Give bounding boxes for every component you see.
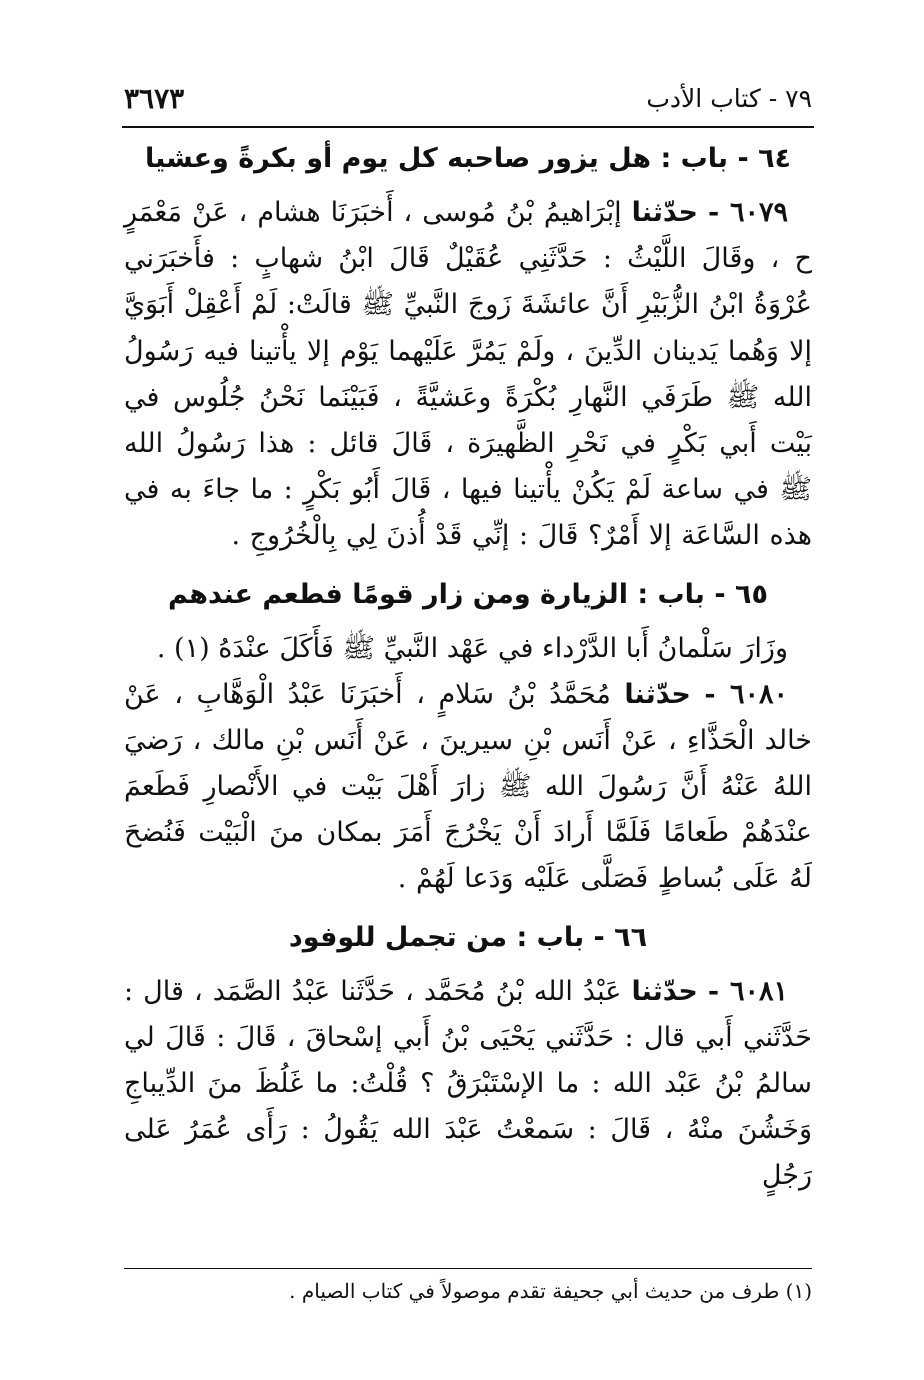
hadith-opening: حدّثنا <box>631 197 698 228</box>
hadith-6080 <box>124 672 812 903</box>
chapter-title: ٧٩ - كتاب الأدب <box>646 84 812 113</box>
page-number: ٣٦٧٣ <box>124 82 185 115</box>
page-body <box>124 134 812 1200</box>
hadith-number: ٦٠٨٠ - <box>704 678 788 710</box>
section-heading-66: ٦٦ - باب : من تجمل للوفود <box>288 921 648 953</box>
hadith-text: إبْرَاهيمُ بْنُ مُوسى ، أَخبَرَنَا هشام ، عَنْ مَعْمَرٍ ح ، وقَالَ اللَّيْثُ : حَدَّثَنِي عُقَيْلٌ قَالَ ابْنُ شهابٍ : فأَخبَرَني عُرْوَةُ ابْنُ الزُّبَيْرِ أَنَّ عائشَةَ زَوجَ النَّبيِّ ﷺ قالَتْ: لَمْ أَعْقِلْ أَبَوَيَّ إلا وَهُما يَدينان الدِّينَ ، ولَمْ يَمُرَّ عَلَيْهما يَوْم إلا يأْتينا فيه رَسُولُ الله ﷺ طَرَفَي النَّهارِ بُكْرَةً وعَشيَّةً ، فَبَيْنَما نَحْنُ جُلُوس في بَيْت أَبي بَكْرٍ في نَحْرِ الظَّهيرَة ، قَالَ قائل : هذا رَسُولُ الله ﷺ في ساعة لَمْ يَكُنْ يأْتينا فيها ، قَالَ أَبُو بَكْرٍ : ما جاءَ به في هذه السَّاعَة إلا أَمْرٌ؟ قَالَ : إنِّي قَدْ أُذنَ لِي بِالْخُرُوجِ . <box>124 197 812 552</box>
hadith-number: ٦٠٧٩ - <box>707 197 788 228</box>
hadith-text: مُحَمَّدُ بْنُ سَلامٍ ، أَخبَرَنَا عَبْدُ الْوَهَّابِ ، عَنْ خالد الْحَذَّاءِ ، عَنْ أَنَس بْنِ سيرينَ ، عَنْ أَنَس بْنِ مالك ، رَضيَ اللهُ عَنْهُ أَنَّ رَسُولَ الله ﷺ زارَ أَهْلَ بَيْت في الأَنْصارِ فَطَعمَ عنْدَهُمْ طَعامًا فَلَمَّا أَرادَ أَنْ يَخْرُجَ أَمَرَ بمكان منَ الْبَيْت فَنُضحَ لَهُ عَلَى بُساطٍ فَصَلَّى عَلَيْه وَدَعا لَهُمْ . <box>124 678 812 895</box>
section-heading-65: ٦٥ - باب : الزيارة ومن زار قومًا فطعم عندهم <box>168 578 768 610</box>
hadith-text: عَبْدُ الله بْنُ مُحَمَّد ، حَدَّثَنا عَبْدُ الصَّمَد ، قال : حَدَّثَني أَبي قال : حَدَّثَني يَحْيَى بْنُ أَبي إسْحاقَ ، قَالَ : قَالَ لي سالمُ بْنُ عَبْد الله : ما الإسْتَبْرَقُ ؟ قُلْتُ: ما غَلُظَ منَ الدِّيباجِ وَخَشُنَ منْهُ ، قَالَ : سَمعْتُ عَبْدَ الله يَقُولُ : رَأَى عُمَرُ عَلى رَجُلٍ <box>124 975 812 1192</box>
hadith-opening: حدّثنا <box>624 678 691 710</box>
running-head <box>124 84 812 124</box>
hadith-6081 <box>124 969 812 1200</box>
footnote: (١) طرف من حديث أبي جحيفة تقدم موصولاً في كتاب الصيام . <box>289 1279 812 1303</box>
note-text: وزَارَ سَلْمانُ أَبا الدَّرْداء في عَهْد النَّبيِّ ﷺ فَأَكَلَ عنْدَهُ <box>218 632 788 664</box>
hadith-opening: حدّثنا <box>631 975 698 1007</box>
section-heading-64: ٦٤ - باب : هل يزور صاحبه كل يوم أو بكرةً وعشيا <box>144 143 792 174</box>
hadith-number: ٦٠٨١ - <box>707 975 788 1007</box>
footnote-marker: (١) . <box>156 632 219 664</box>
ta-liq-note <box>124 626 812 672</box>
hadith-6079 <box>124 190 812 560</box>
footnote-rule <box>124 1268 812 1269</box>
header-rule <box>122 126 814 128</box>
